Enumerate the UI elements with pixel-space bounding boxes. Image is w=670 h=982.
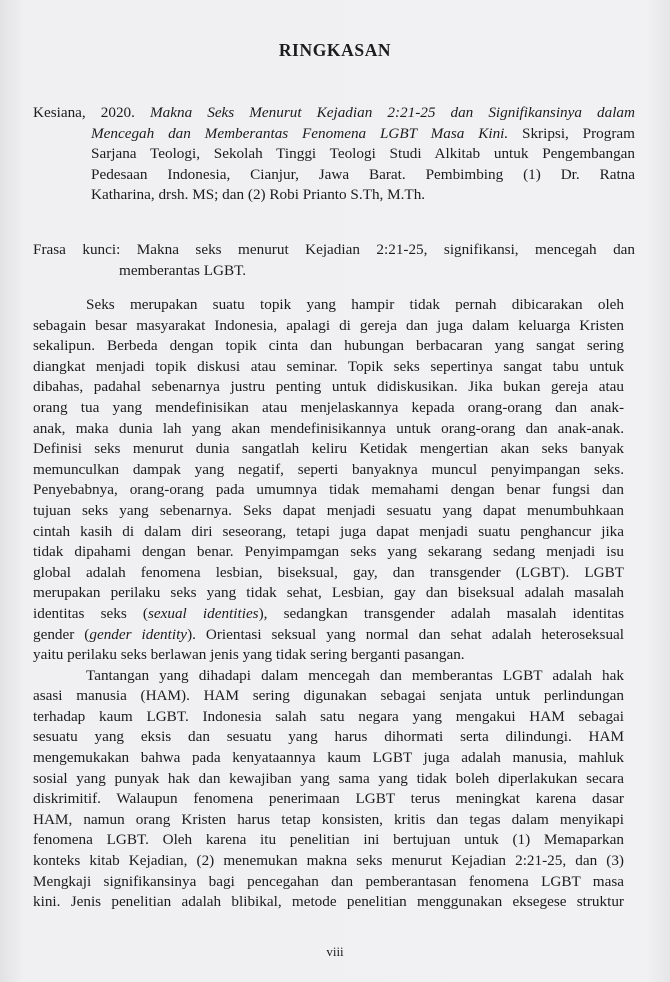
page-number: viii <box>326 944 344 959</box>
citation-block <box>33 103 635 206</box>
body-line: Penyebabnya, orang-orang pada umumnya tidak memahami dengan benar fungsi dan <box>33 481 624 499</box>
body-line: orang tua yang mendefinisikan atau menjelaskannya kepada orang-orang dan anak- <box>33 398 624 416</box>
body-line: diangkat menjadi topik diskusi atau seminar. Topik seks sepertinya sangat tabu untuk <box>33 357 624 375</box>
citation-line-3: Sarjana Teologi, Sekolah Tinggi Teologi Studi Alkitab untuk Pengembangan <box>91 145 635 163</box>
body-line: memunculkan dampak yang negatif, seperti banyaknya muncul penyimpangan seks. <box>33 460 624 478</box>
keywords-text-1: Makna seks menurut Kejadian 2:21-25, signifikansi, mencegah dan <box>136 241 635 258</box>
body-line: kini. Jenis penelitian adalah blibikal, metode penelitian menggunakan eksegese struktur <box>33 893 624 911</box>
italic-term-sexual-identities: sexual identities <box>147 604 259 622</box>
body-line: Tantangan yang dihadapi dalam mencegah dan memberantas LGBT adalah hak <box>86 666 624 684</box>
body-line: konteks kitab Kejadian, (2) menemukan makna seks menurut Kejadian 2:21-25, dan (3) <box>33 852 624 870</box>
citation-program: Skripsi, Program <box>522 124 635 142</box>
body-line: terhadap kaum LGBT. Indonesia salah satu negara yang mengakui HAM sebagai <box>33 707 624 725</box>
citation-line-2 <box>91 124 635 145</box>
body-line: merupakan perilaku seks yang tidak sehat, Lesbian, gay dan biseksual adalah masalah <box>33 584 624 602</box>
citation-author-year: Kesiana, 2020. <box>33 104 135 121</box>
body-line: global adalah fenomena lesbian, biseksual, gay, dan transgender (LGBT). LGBT <box>33 563 624 581</box>
body-line: anak, maka dunia lah yang akan mendefinisikannya untuk orang-orang dan anak-anak. <box>33 419 624 437</box>
body-line: sosial yang punyak hak dan kewajiban yang sama yang tidak boleh diperlakukan secara <box>33 769 624 787</box>
body-line: Definisi seks menurut dunia sangatlah keliru Ketidak mengertian akan seks banyak <box>33 440 624 458</box>
body-line: yaitu perilaku seks berlawan jenis yang tidak sering berganti pasangan. <box>33 646 465 664</box>
body-line: sebagain besar masyarakat Indonesia, apalagi di gereja dan juga dalam keluarga Kristen <box>33 316 624 334</box>
body-line-italic-terms: gender (gender identity). Orientasi seksual yang normal dan sehat adalah heteroseksual <box>33 625 624 643</box>
body-line: mengemukakan bahwa pada kenyataannya kaum LGBT juga adalah manusia, mahluk <box>33 749 624 767</box>
body-line: tidak dipahami dengan benar. Penyimpamgan seks yang sekarang sedang menjadi isu <box>33 543 624 561</box>
citation-hanging-lines <box>33 124 635 206</box>
body-line: Seks merupakan suatu topik yang hampir tidak pernah dibicarakan oleh <box>86 296 624 313</box>
abstract-body <box>33 295 624 913</box>
body-line-italic-terms: identitas seks (sexual identities), sedangkan transgender adalah masalah identitas <box>33 604 624 622</box>
citation-title-part-2: Mencegah dan Memberantas Fenomena LGBT Masa Kini. <box>91 124 509 142</box>
citation-line-4: Pedesaan Indonesia, Cianjur, Jawa Barat. Pembimbing (1) Dr. Ratna <box>91 165 635 183</box>
body-line: Mengkaji signifikansinya bagi pencegahan dan pemberantasan fenomena LGBT masa <box>33 872 624 890</box>
citation-line-5: Katharina, drsh. MS; dan (2) Robi Prianto S.Th, M.Th. <box>91 186 426 204</box>
keywords-block <box>33 240 635 281</box>
keywords-line-1 <box>33 240 635 261</box>
body-line: sekalipun. Berbeda dengan topik cinta dan hubungan berbacaran yang sangat sering <box>33 337 624 355</box>
keywords-label: Frasa kunci: <box>33 241 121 258</box>
page-title: RINGKASAN <box>278 40 392 60</box>
body-line: tujuan seks yang sebenarnya. Seks dapat menjadi sesuatu yang dapat menumbuhkaan <box>33 501 624 519</box>
body-line: HAM, namun orang Kristen harus tetap konsisten, kritis dan tegas dalam menyikapi <box>33 810 624 828</box>
body-line: diskrimitif. Walaupun fenomena penerimaan LGBT terus meningkat karena dasar <box>33 790 624 808</box>
citation-title-part-1: Makna Seks Menurut Kejadian 2:21-25 dan Signifikansinya dalam <box>150 104 635 121</box>
citation-line-1 <box>33 103 635 124</box>
body-line: sesuatu yang eksis dan sesuatu yang harus dihormati serta dilindungi. HAM <box>33 728 624 746</box>
body-line: cintah kasih di dalam diri seseorang, tetapi juga dapat menjadi suatu penghancur jika <box>33 522 624 540</box>
italic-term-gender-identity: gender identity <box>89 625 188 643</box>
body-line: fenomena LGBT. Oleh karena itu penelitian ini bertujuan untuk (1) Memaparkan <box>33 831 624 849</box>
keywords-line-2: memberantas LGBT. <box>119 261 247 279</box>
body-line: asasi manusia (HAM). HAM sering digunakan sebagai senjata untuk perlindungan <box>33 687 624 705</box>
body-line: dibahas, padahal sebenarnya justru penting untuk didiskusikan. Jika bukan gereja atau <box>33 378 624 396</box>
